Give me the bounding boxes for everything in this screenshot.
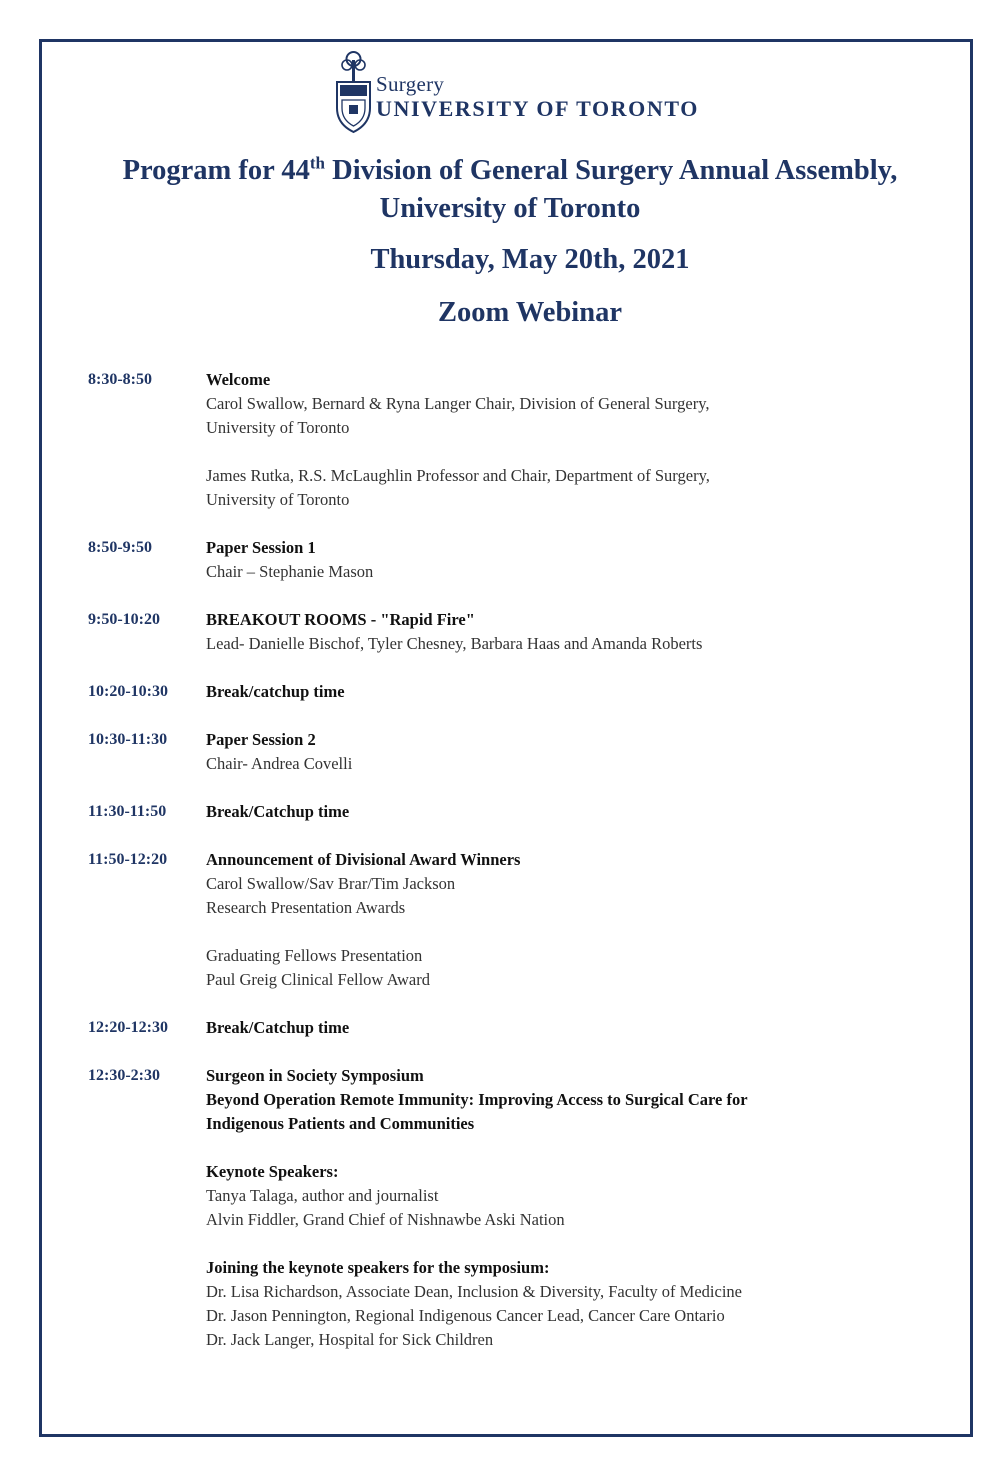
- crest-icon: [334, 50, 374, 136]
- session-heading: Joining the keynote speakers for the symposium:: [206, 1258, 550, 1277]
- session-line: [206, 920, 948, 944]
- title-superscript: th: [309, 153, 325, 173]
- row-spacer: [88, 656, 948, 680]
- session-line: Dr. Jason Pennington, Regional Indigenous Cancer Lead, Cancer Care Ontario: [206, 1306, 725, 1325]
- session-heading: Welcome: [206, 370, 271, 389]
- row-spacer: [88, 992, 948, 1016]
- session-heading: Paper Session 2: [206, 730, 316, 749]
- session-time: 8:50-9:50: [88, 539, 152, 556]
- title-part: Division of General Surgery Annual Assembly,: [325, 155, 898, 186]
- session-line: [206, 440, 948, 464]
- session-heading: Announcement of Divisional Award Winners: [206, 850, 521, 869]
- session-line: Tanya Talaga, author and journalist: [206, 1186, 439, 1205]
- title-line2: University of Toronto: [379, 193, 641, 224]
- session-details: [206, 536, 948, 584]
- session-heading: Break/Catchup time: [206, 802, 350, 821]
- schedule-row: [88, 848, 948, 992]
- session-heading: Break/Catchup time: [206, 1018, 350, 1037]
- title-part: Program for 44: [122, 155, 310, 186]
- session-heading: Paper Session 1: [206, 538, 316, 557]
- session-time: 12:20-12:30: [88, 1019, 168, 1036]
- session-time: 12:30-2:30: [88, 1067, 160, 1084]
- logo-department: Surgery: [376, 72, 445, 96]
- session-line: Lead- Danielle Bischof, Tyler Chesney, Barbara Haas and Amanda Roberts: [206, 634, 703, 653]
- row-spacer: [88, 512, 948, 536]
- row-spacer: [88, 824, 948, 848]
- session-heading: Break/catchup time: [206, 682, 345, 701]
- session-line: Dr. Jack Langer, Hospital for Sick Children: [206, 1330, 494, 1349]
- session-line: James Rutka, R.S. McLaughlin Professor and Chair, Department of Surgery,: [206, 466, 710, 485]
- schedule-row: [88, 800, 948, 824]
- program-title: [60, 152, 960, 228]
- session-time: 11:30-11:50: [88, 803, 167, 820]
- session-details: [206, 368, 948, 512]
- session-line: Carol Swallow, Bernard & Ryna Langer Chair, Division of General Surgery,: [206, 394, 710, 413]
- session-heading: BREAKOUT ROOMS - "Rapid Fire": [206, 610, 475, 629]
- session-heading: Indigenous Patients and Communities: [206, 1114, 475, 1133]
- session-details: [206, 848, 948, 992]
- schedule-row: [88, 608, 948, 656]
- schedule-row: [88, 536, 948, 584]
- session-time: 11:50-12:20: [88, 851, 168, 868]
- session-line: [206, 1232, 948, 1256]
- row-spacer: [88, 584, 948, 608]
- session-line: Dr. Lisa Richardson, Associate Dean, Inclusion & Diversity, Faculty of Medicine: [206, 1282, 742, 1301]
- session-heading: Keynote Speakers:: [206, 1162, 339, 1181]
- session-details: [206, 800, 948, 824]
- session-line: University of Toronto: [206, 418, 350, 437]
- event-date: Thursday, May 20th, 2021: [370, 244, 690, 275]
- session-line: University of Toronto: [206, 490, 350, 509]
- session-details: [206, 728, 948, 776]
- schedule-row: [88, 368, 948, 512]
- program-schedule: [88, 368, 948, 1352]
- session-details: [206, 1016, 948, 1040]
- schedule-row: [88, 1064, 948, 1352]
- session-heading: Beyond Operation Remote Immunity: Improving Access to Surgical Care for: [206, 1090, 748, 1109]
- session-details: [206, 608, 948, 656]
- session-time: 10:20-10:30: [88, 683, 168, 700]
- session-line: Graduating Fellows Presentation: [206, 946, 423, 965]
- session-line: Paul Greig Clinical Fellow Award: [206, 970, 430, 989]
- session-time: 9:50-10:20: [88, 611, 160, 628]
- session-line: Alvin Fiddler, Grand Chief of Nishnawbe Aski Nation: [206, 1210, 565, 1229]
- session-details: [206, 680, 948, 704]
- session-line: [206, 1136, 948, 1160]
- logo-university: UNIVERSITY OF TORONTO: [376, 96, 699, 121]
- university-logo: [334, 50, 714, 136]
- event-venue: Zoom Webinar: [438, 297, 622, 328]
- schedule-row: [88, 728, 948, 776]
- session-line: Chair – Stephanie Mason: [206, 562, 374, 581]
- row-spacer: [88, 776, 948, 800]
- session-time: 10:30-11:30: [88, 731, 168, 748]
- session-time: 8:30-8:50: [88, 371, 152, 388]
- session-line: Chair- Andrea Covelli: [206, 754, 353, 773]
- schedule-row: [88, 1016, 948, 1040]
- row-spacer: [88, 1040, 948, 1064]
- session-line: Research Presentation Awards: [206, 898, 406, 917]
- session-details: [206, 1064, 948, 1352]
- row-spacer: [88, 704, 948, 728]
- schedule-row: [88, 680, 948, 704]
- session-heading: Surgeon in Society Symposium: [206, 1066, 424, 1085]
- session-line: Carol Swallow/Sav Brar/Tim Jackson: [206, 874, 456, 893]
